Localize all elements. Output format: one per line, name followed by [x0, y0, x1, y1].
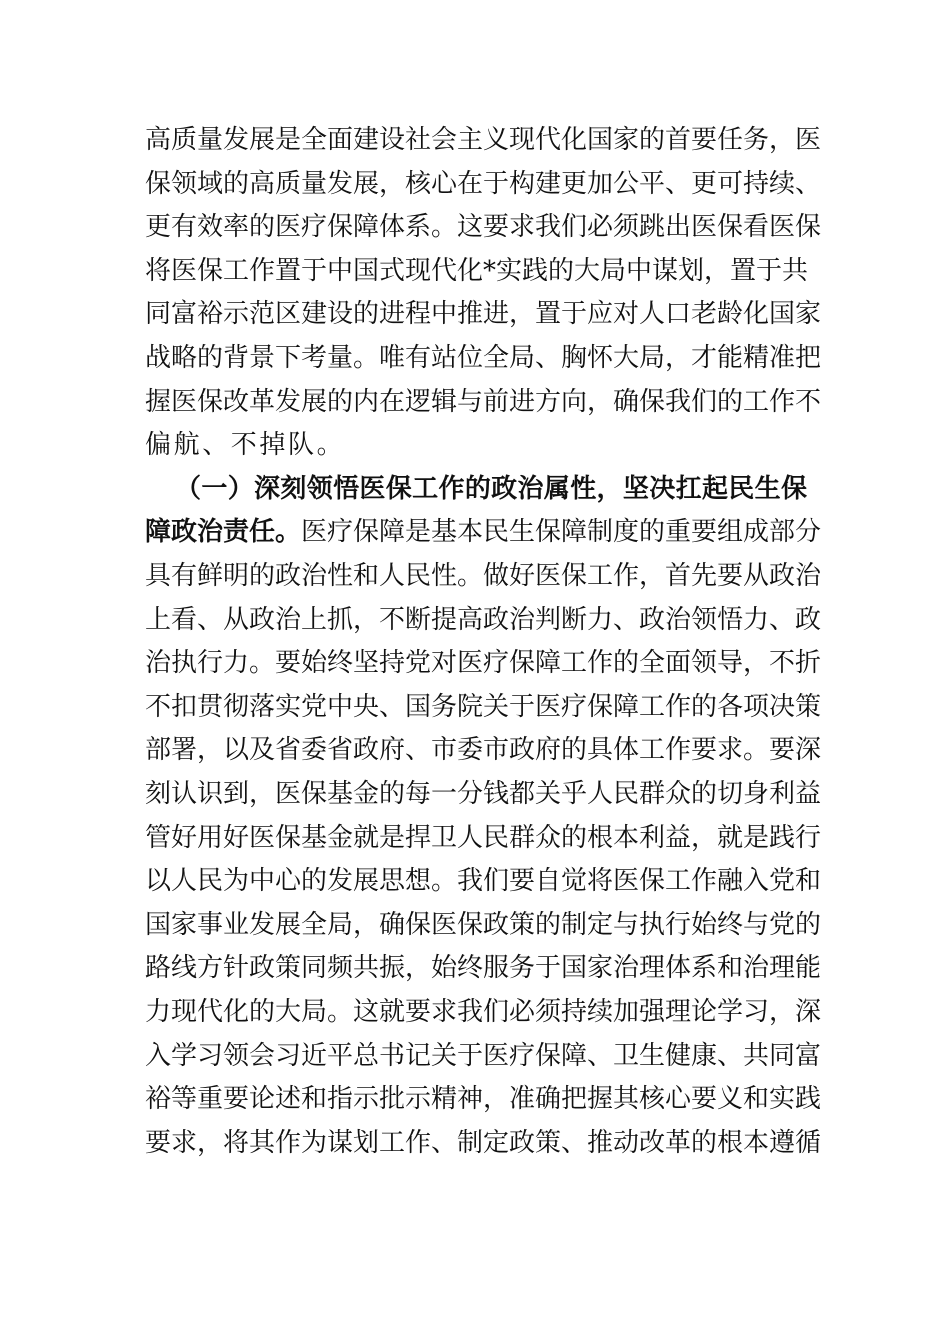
- body-text: 高质量发展是全面建设社会主义现代化国家的首要任务，医: [145, 125, 822, 155]
- body-text: 偏航、不掉队。: [145, 430, 346, 461]
- paragraph-line: [145, 249, 807, 293]
- paragraph-line: [145, 162, 822, 206]
- paragraph-line: [145, 728, 822, 772]
- body-text: 更有效率的医疗保障体系。这要求我们必须跳出医保看医保: [145, 212, 822, 243]
- body-text: 同富裕示范区建设的进程中推进，置于应对人口老龄化国家: [145, 299, 822, 330]
- paragraph-line: [145, 990, 822, 1034]
- body-text: 医疗保障是基本民生保障制度的重要组成部分: [301, 517, 822, 548]
- body-text: 入学习领会习近平总书记关于医疗保障、卫生健康、共同富: [145, 1040, 822, 1071]
- body-text: 以人民为中心的发展思想。我们要自觉将医保工作融入党和: [145, 866, 822, 897]
- body-text: 将医保工作置于中国式现代化*实践的大局中谋划，置于共: [145, 255, 809, 286]
- body-text: 力现代化的大局。这就要求我们必须持续加强理论学习，深: [145, 997, 822, 1027]
- paragraph-line: [145, 554, 822, 598]
- body-text: 管好用好医保基金就是捍卫人民群众的根本利益，就是践行: [145, 822, 822, 853]
- paragraph-line: [145, 380, 822, 424]
- body-text: 握医保改革发展的内在逻辑与前进方向，确保我们的工作不: [145, 386, 822, 417]
- paragraph-line: [145, 1121, 822, 1165]
- body-text: 国家事业发展全局，确保医保政策的制定与执行始终与党的: [145, 909, 822, 940]
- body-text: 保领域的高质量发展，核心在于构建更加公平、更可持续、: [145, 168, 822, 199]
- body-text: 具有鲜明的政治性和人民性。做好医保工作，首先要从政治: [145, 561, 822, 591]
- paragraph-line: [145, 205, 822, 249]
- paragraph-line: [145, 1077, 822, 1121]
- paragraph-line: [145, 772, 822, 816]
- bold-text: 障政治责任。: [145, 517, 302, 548]
- paragraph-line: [145, 423, 807, 467]
- body-text: 路线方针政策同频共振，始终服务于国家治理体系和治理能: [145, 953, 822, 984]
- section-heading-line: [175, 467, 807, 511]
- body-text: 不扣贯彻落实党中央、国务院关于医疗保障工作的各项决策: [145, 691, 822, 722]
- body-text: 要求，将其作为谋划工作、制定政策、推动改革的根本遵循: [145, 1127, 822, 1158]
- section-heading-line: [145, 510, 822, 554]
- paragraph-line: [145, 292, 822, 336]
- body-text: 刻认识到，医保基金的每一分钱都关乎人民群众的切身利益: [145, 779, 822, 809]
- body-text: 上看、从政治上抓，不断提高政治判断力、政治领悟力、政: [145, 604, 822, 635]
- paragraph-line: [145, 685, 822, 729]
- paragraph-line: [145, 118, 822, 162]
- bold-text: （一）深刻领悟医保工作的政治属性，坚决扛起民生保: [175, 473, 807, 504]
- paragraph-line: [145, 946, 822, 990]
- paragraph-line: [145, 859, 822, 903]
- paragraph-line: [145, 598, 822, 642]
- paragraph-line: [145, 641, 822, 685]
- body-text: 裕等重要论述和指示批示精神，准确把握其核心要义和实践: [145, 1084, 822, 1115]
- body-text: 战略的背景下考量。唯有站位全局、胸怀大局，才能精准把: [145, 343, 822, 373]
- body-text: 部署，以及省委省政府、市委市政府的具体工作要求。要深: [145, 735, 822, 766]
- paragraph-line: [145, 903, 822, 947]
- paragraph-line: [145, 1034, 822, 1078]
- paragraph-line: [145, 816, 822, 860]
- paragraph-line: [145, 336, 822, 380]
- body-text: 治执行力。要始终坚持党对医疗保障工作的全面领导，不折: [145, 648, 822, 679]
